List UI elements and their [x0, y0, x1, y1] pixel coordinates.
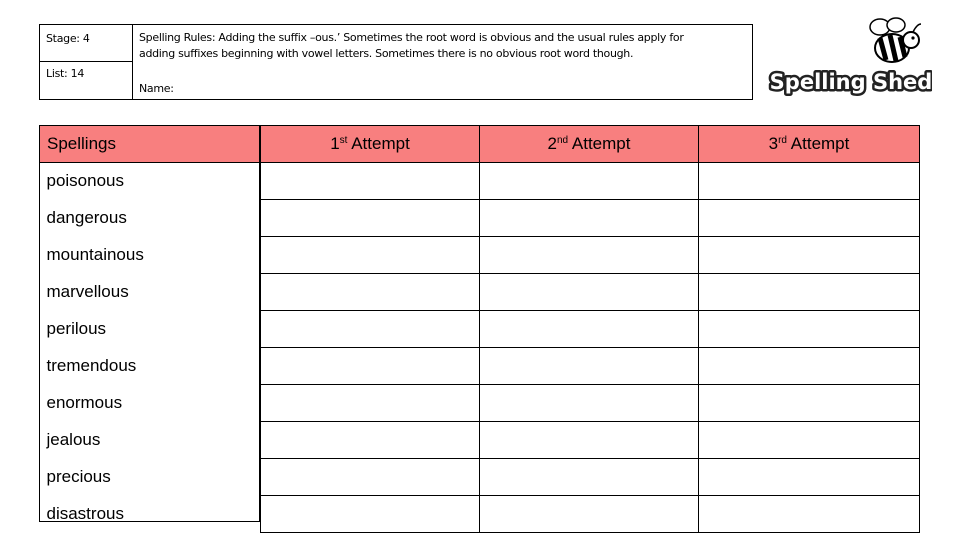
attempt-1-cell[interactable] [261, 496, 480, 533]
table-row [40, 459, 920, 496]
attempt-3-header: 3rd Attempt [699, 126, 920, 163]
attempt-3-cell[interactable] [699, 496, 920, 533]
attempt-1-cell[interactable] [261, 163, 480, 200]
word-cell: tremendous [46, 356, 137, 375]
attempt-2-cell[interactable] [480, 237, 699, 274]
name-label: Name: [139, 82, 174, 95]
attempt-1-cell[interactable] [261, 422, 480, 459]
word-cell: enormous [46, 393, 123, 412]
attempt-2-cell[interactable] [480, 422, 699, 459]
attempt-3-cell[interactable] [699, 311, 920, 348]
spelling-table [39, 125, 920, 533]
table-row [40, 422, 920, 459]
word-cell: mountainous [46, 245, 144, 264]
attempt-3-cell[interactable] [699, 237, 920, 274]
attempt-3-cell[interactable] [699, 200, 920, 237]
attempt-1-cell[interactable] [261, 385, 480, 422]
word-cell: precious [46, 467, 111, 486]
word-cell: perilous [46, 319, 107, 338]
stage-list-panel [40, 25, 133, 99]
attempt-3-cell[interactable] [699, 274, 920, 311]
attempt-2-header: 2nd Attempt [480, 126, 699, 163]
spelling-shed-logo [768, 10, 932, 100]
logo-text: Spelling Shed [769, 70, 932, 94]
spellings-header: Spellings [40, 126, 261, 163]
table-row [40, 200, 920, 237]
attempt-1-cell[interactable] [261, 237, 480, 274]
bee-icon [768, 10, 932, 100]
list-label: List: 14 [46, 67, 85, 80]
table-row [40, 348, 920, 385]
word-cell: disastrous [46, 504, 124, 523]
attempt-3-cell[interactable] [699, 385, 920, 422]
panel-divider [40, 61, 132, 62]
attempt-2-cell[interactable] [480, 200, 699, 237]
attempt-1-cell[interactable] [261, 311, 480, 348]
table-row [40, 274, 920, 311]
attempt-1-cell[interactable] [261, 348, 480, 385]
word-cell: marvellous [46, 282, 129, 301]
table-row [40, 311, 920, 348]
table-row [40, 496, 920, 533]
attempt-1-cell[interactable] [261, 200, 480, 237]
attempt-2-cell[interactable] [480, 459, 699, 496]
table-row [40, 237, 920, 274]
attempt-2-cell[interactable] [480, 385, 699, 422]
attempt-3-cell[interactable] [699, 163, 920, 200]
table-row [40, 163, 920, 200]
attempt-3-cell[interactable] [699, 348, 920, 385]
table-header-row [40, 126, 920, 163]
attempt-2-cell[interactable] [480, 274, 699, 311]
spelling-rules [139, 30, 749, 62]
word-cell: jealous [46, 430, 101, 449]
attempt-1-cell[interactable] [261, 459, 480, 496]
attempt-2-cell[interactable] [480, 163, 699, 200]
attempt-2-cell[interactable] [480, 348, 699, 385]
attempt-3-cell[interactable] [699, 459, 920, 496]
attempt-1-header: 1st Attempt [261, 126, 480, 163]
attempt-2-cell[interactable] [480, 311, 699, 348]
attempt-2-cell[interactable] [480, 496, 699, 533]
word-cell: poisonous [46, 171, 125, 191]
attempt-3-cell[interactable] [699, 422, 920, 459]
word-cell: dangerous [46, 208, 127, 227]
info-box [39, 24, 753, 100]
rules-line-2: adding suffixes beginning with vowel letters. Sometimes there is no obvious root word though. [139, 47, 634, 60]
rules-line-1: Spelling Rules: Adding the suffix –ous.’ Sometimes the root word is obvious and the usual rules apply for [139, 31, 684, 44]
table-row [40, 385, 920, 422]
stage-label: Stage: 4 [46, 32, 90, 45]
attempt-1-cell[interactable] [261, 274, 480, 311]
